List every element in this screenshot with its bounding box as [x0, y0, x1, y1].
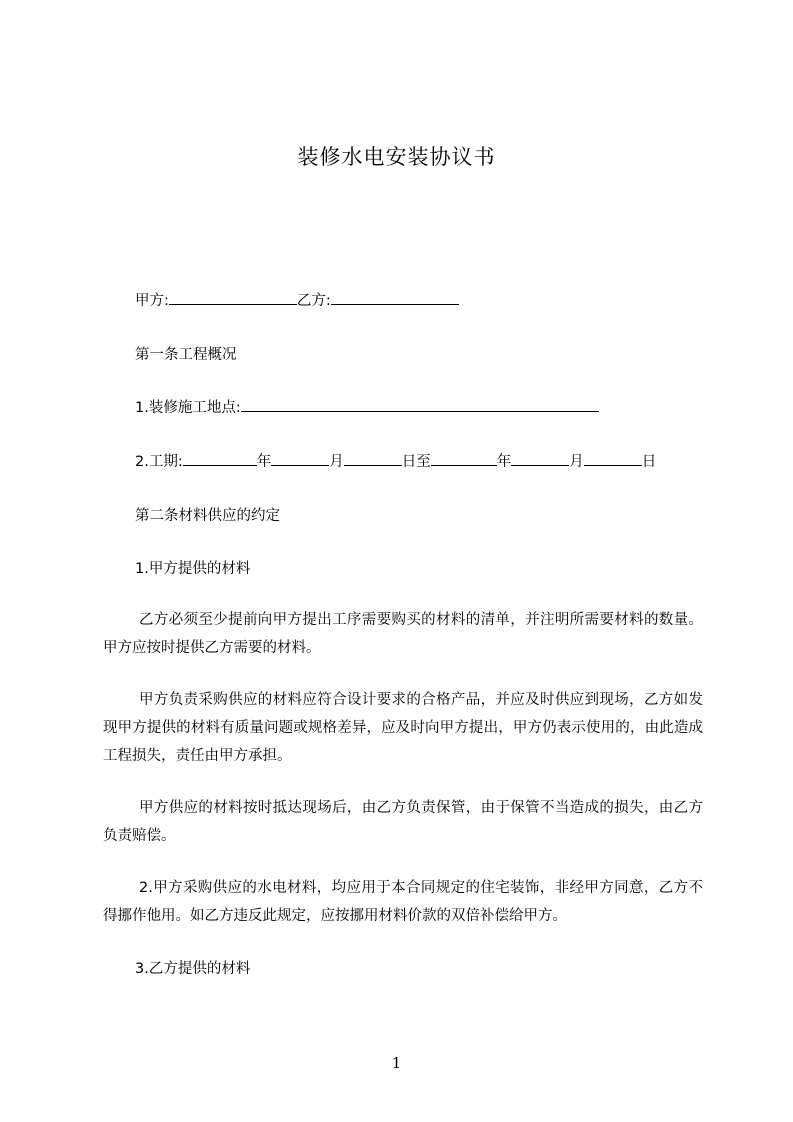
page-number: 1	[391, 1054, 402, 1072]
duration-line	[135, 450, 656, 474]
end-month-blank	[511, 450, 569, 466]
paragraph: 2.甲方采购供应的水电材料，均应用于本合同规定的住宅装饰，非经甲方同意，乙方不得挪作他用。如乙方违反此规定，应按挪用材料价款的双倍补偿给甲方。	[103, 880, 703, 924]
paragraph: 甲方负责采购供应的材料应符合设计要求的合格产品，并应及时供应到现场，乙方如发现甲方提供的材料有质量问题或规格差异，应及时向甲方提出，甲方仍表示使用的，由此造成工程损失，责任由甲方承担。	[103, 692, 703, 764]
party-a-label: 甲方:	[135, 293, 169, 309]
site-address-label: 1.装修施工地点:	[135, 400, 241, 416]
end-day-blank	[584, 450, 642, 466]
end-year-unit: 年	[496, 454, 512, 470]
party-b-blank	[331, 289, 459, 305]
document-title: 装修水电安装协议书	[297, 145, 496, 169]
end-month-unit: 月	[569, 454, 584, 470]
subheading-party-a-materials: 1.甲方提供的材料	[135, 561, 251, 577]
start-day-to: 日至	[401, 454, 431, 470]
paragraph: 乙方必须至少提前向甲方提出工序需要购买的材料的清单，并注明所需要材料的数量。甲方应按时提供乙方需要的材料。	[103, 612, 703, 656]
party-a-blank	[169, 289, 297, 305]
duration-label: 2.工期:	[135, 454, 183, 470]
end-year-blank	[431, 450, 497, 466]
paragraph: 甲方供应的材料按时抵达现场后，由乙方负责保管，由于保管不当造成的损失，由乙方负责赔偿。	[103, 800, 703, 844]
section1-heading: 第一条工程概况	[135, 347, 237, 363]
parties-line	[135, 289, 459, 313]
party-b-label: 乙方:	[296, 293, 331, 309]
start-month-unit: 月	[329, 454, 344, 470]
site-address-line	[135, 396, 599, 420]
start-day-blank	[344, 450, 402, 466]
start-year-unit: 年	[256, 454, 272, 470]
start-month-blank	[271, 450, 329, 466]
end-day-unit: 日	[641, 454, 657, 470]
subheading-party-b-materials: 3.乙方提供的材料	[135, 961, 251, 977]
section2-heading: 第二条材料供应的约定	[135, 508, 280, 524]
start-year-blank	[183, 450, 257, 466]
site-address-blank	[241, 396, 599, 412]
